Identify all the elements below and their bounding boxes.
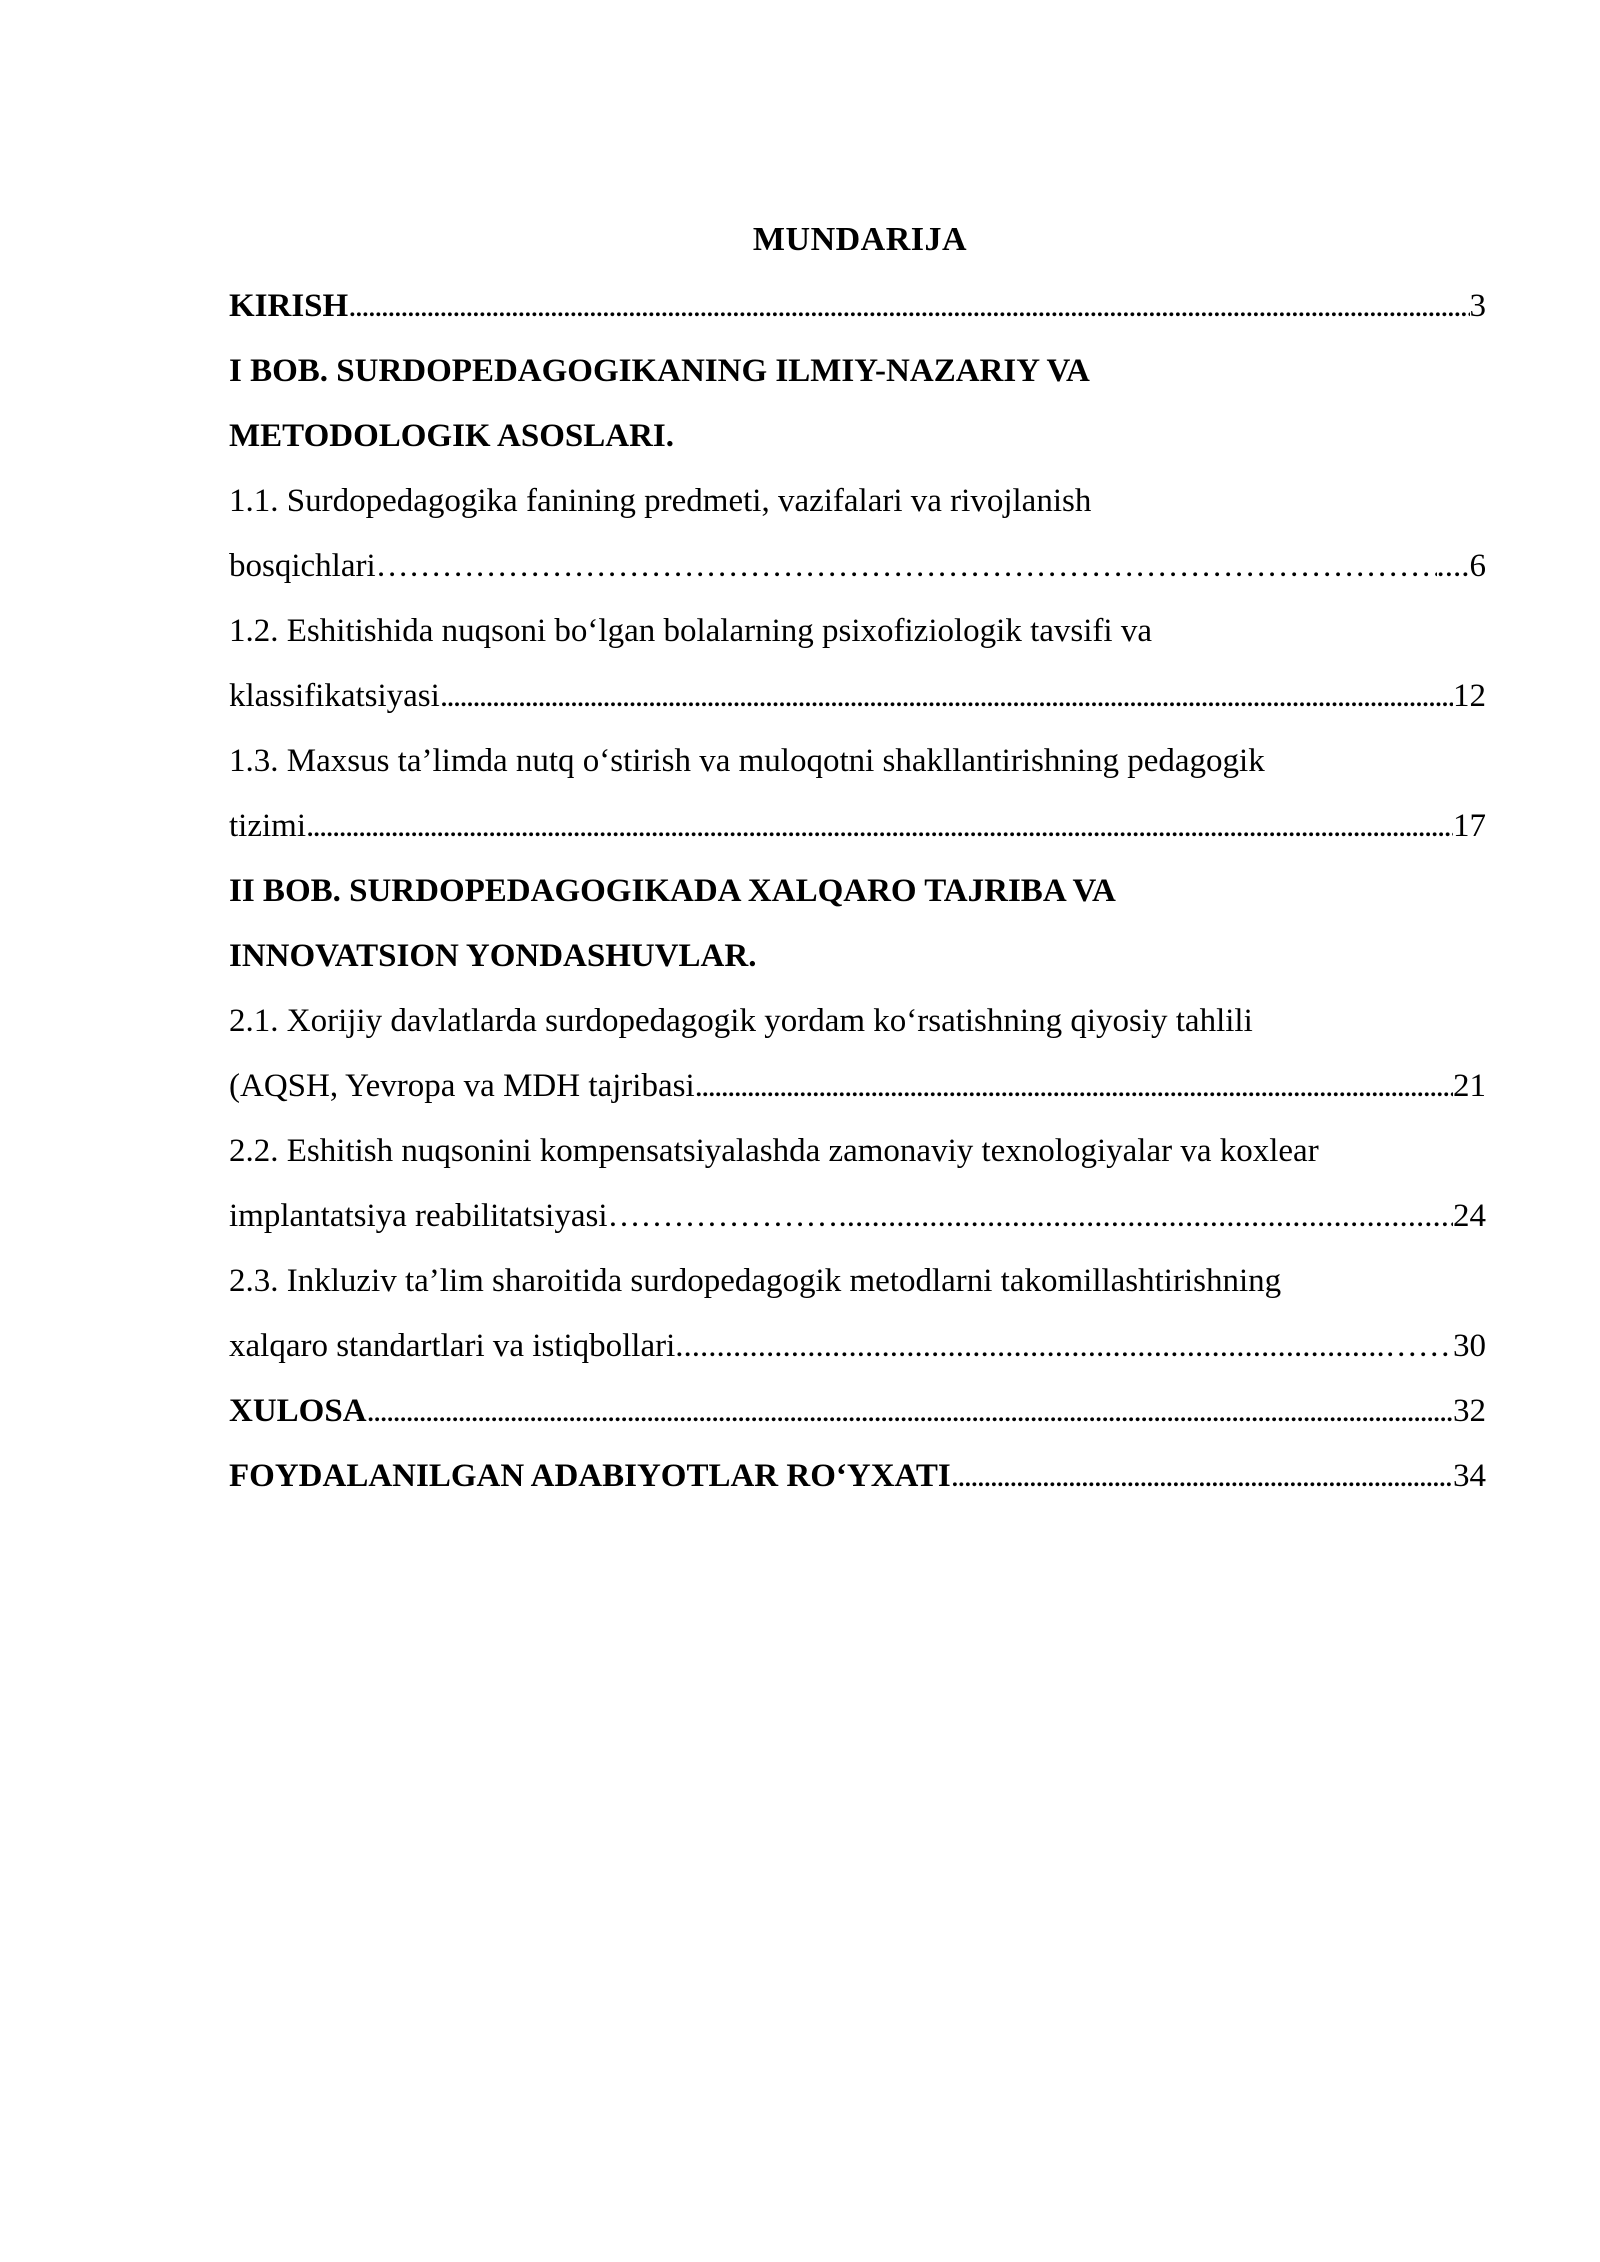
toc-page-number: 12 (1453, 678, 1486, 714)
toc-page-number: ....6 (1436, 548, 1486, 584)
toc-entry-references[interactable] (229, 1454, 1486, 1519)
toc-page-number: 30 (1453, 1328, 1486, 1364)
toc-entry-text: 1.3. Maxsus ta’limda nutq o‘stirish va muloqotni shakllantirishning pedagogik (229, 743, 1265, 779)
dot-leader (306, 804, 1453, 848)
toc-page-number: 34 (1453, 1458, 1486, 1494)
toc-entry-text: 1.2. Eshitishida nuqsoni bo‘lgan bolalarning psixofiziologik tavsifi va (229, 613, 1152, 649)
dot-leader (376, 544, 1437, 588)
toc-section-1-2-cont[interactable] (229, 674, 1486, 739)
toc-entry-text: klassifikatsiyasi (229, 678, 440, 714)
toc-chapter-2-heading[interactable] (229, 869, 1486, 934)
toc-page-number: 17 (1453, 808, 1486, 844)
toc-section-1-1[interactable] (229, 479, 1486, 544)
toc-page-number: 32 (1453, 1393, 1486, 1429)
dot-leader (367, 1389, 1453, 1433)
toc-section-2-3-cont[interactable] (229, 1324, 1486, 1389)
toc-entry-text: bosqichlari (229, 548, 376, 584)
toc-section-2-2-cont[interactable] (229, 1194, 1486, 1259)
dot-leader (440, 674, 1453, 718)
dot-leader (608, 1194, 1454, 1238)
toc-entry-text: implantatsiya reabilitatsiyasi (229, 1198, 608, 1234)
toc-entry-text: 1.1. Surdopedagogika fanining predmeti, vazifalari va rivojlanish (229, 483, 1092, 519)
toc-entry-text: KIRISH (229, 288, 349, 324)
toc-entry-xulosa[interactable] (229, 1389, 1486, 1454)
dot-leader (951, 1454, 1453, 1498)
toc-entry-text: 2.3. Inkluziv ta’lim sharoitida surdopedagogik metodlarni takomillashtirishning (229, 1263, 1282, 1299)
toc-entry-text: xalqaro standartlari va istiqbollari (229, 1328, 676, 1364)
toc-entry-text: FOYDALANILGAN ADABIYOTLAR RO‘YXATI (229, 1458, 951, 1494)
dot-leader (675, 1324, 1453, 1368)
toc-entry-text: INNOVATSION YONDASHUVLAR. (229, 938, 757, 974)
dot-leader (695, 1064, 1453, 1108)
toc-section-1-1-cont[interactable] (229, 544, 1486, 609)
toc-chapter-2-heading-cont[interactable] (229, 934, 1486, 999)
toc-entry-text: METODOLOGIK ASOSLARI. (229, 418, 675, 454)
toc-section-2-1-cont[interactable] (229, 1064, 1486, 1129)
dot-leader (348, 284, 1469, 328)
toc-entry-text: II BOB. SURDOPEDAGOGIKADA XALQARO TAJRIBA VA (229, 873, 1116, 909)
toc-section-1-3-cont[interactable] (229, 804, 1486, 869)
toc-section-2-3[interactable] (229, 1259, 1486, 1324)
toc-entry-text: tizimi (229, 808, 306, 844)
toc-section-2-2[interactable] (229, 1129, 1486, 1194)
toc-title: MUNDARIJA (752, 221, 968, 258)
toc-page-number: 24 (1453, 1198, 1486, 1234)
toc-page-number: 3 (1469, 288, 1486, 324)
toc-entry-text: 2.1. Xorijiy davlatlarda surdopedagogik yordam ko‘rsatishning qiyosiy tahlili (229, 1003, 1253, 1039)
toc-entry-text: I BOB. SURDOPEDAGOGIKANING ILMIY-NAZARIY VA (229, 353, 1090, 389)
toc-section-2-1[interactable] (229, 999, 1486, 1064)
toc-section-1-2[interactable] (229, 609, 1486, 674)
toc-chapter-1-heading-cont[interactable] (229, 414, 1486, 479)
toc-chapter-1-heading[interactable] (229, 349, 1486, 414)
toc-entry-text: (AQSH, Yevropa va MDH tajribasi (229, 1068, 695, 1104)
table-of-contents (229, 284, 1486, 1519)
toc-entry-kirish[interactable] (229, 284, 1486, 349)
toc-section-1-3[interactable] (229, 739, 1486, 804)
toc-entry-text: 2.2. Eshitish nuqsonini kompensatsiyalashda zamonaviy texnologiyalar va koxlear (229, 1133, 1319, 1169)
toc-entry-text: XULOSA (229, 1393, 367, 1429)
toc-page-number: 21 (1453, 1068, 1486, 1104)
